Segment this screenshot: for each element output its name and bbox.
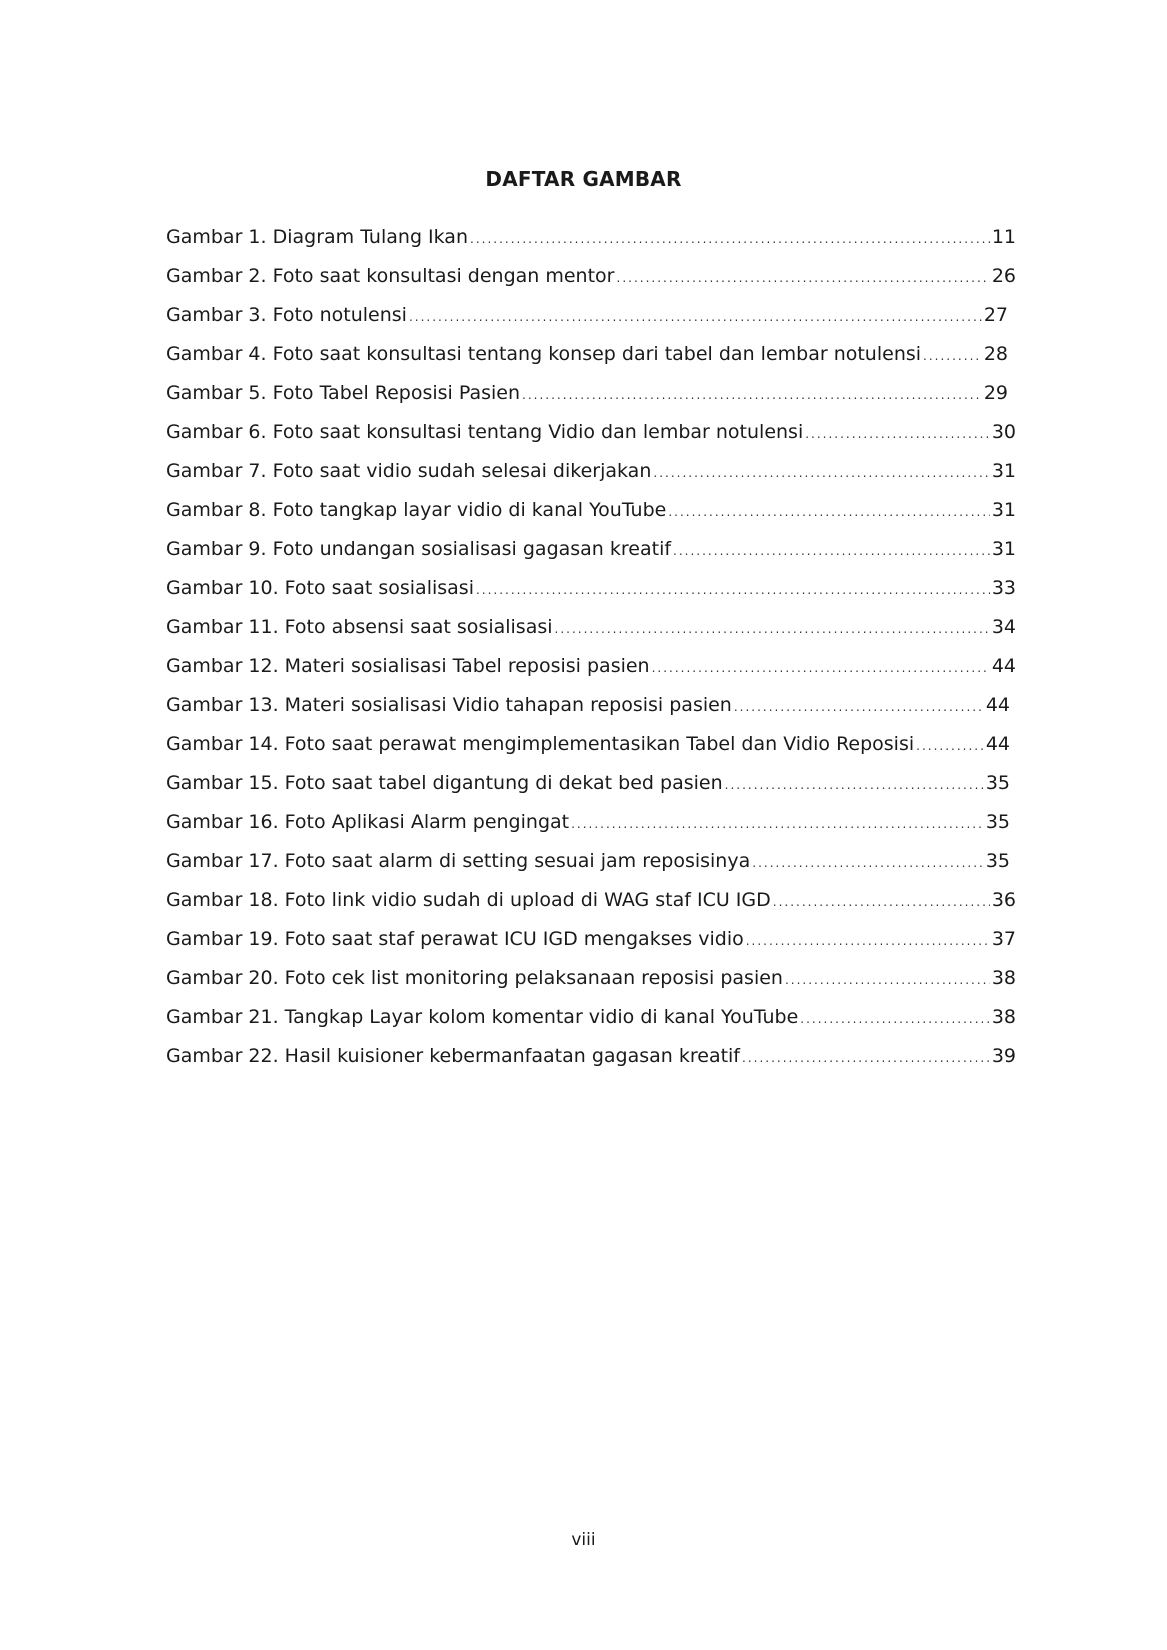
toc-entry-label: Gambar 6. Foto saat konsultasi tentang Vidio dan lembar notulensi [166,421,804,443]
toc-entry-label: Gambar 21. Tangkap Layar kolom komentar vidio di kanal YouTube [166,1006,799,1028]
dot-leader [668,493,989,532]
toc-entry-label: Gambar 22. Hasil kuisioner kebermanfaatan gagasan kreatif [166,1045,740,1067]
dot-leader [785,961,990,1000]
toc-entry-page: 31 [991,538,1016,560]
dot-leader [746,922,990,961]
toc-entry [166,218,1046,257]
toc-entry [166,413,1046,452]
dot-leader [470,220,990,259]
toc-entry-page: 31 [991,460,1016,482]
toc-entry-page: 31 [991,499,1016,521]
toc-entry-page: 44 [991,655,1016,677]
dot-leader [742,1039,990,1078]
table-of-figures [166,218,1046,1076]
dot-leader [673,532,990,571]
toc-entry-label: Gambar 20. Foto cek list monitoring pelaksanaan reposisi pasien [166,967,783,989]
dot-leader [571,805,984,844]
toc-entry-page: 35 [985,811,1010,833]
dot-leader [773,883,990,922]
toc-entry [166,491,1046,530]
toc-entry [166,452,1046,491]
toc-entry-page: 39 [991,1045,1016,1067]
dot-leader [653,454,989,493]
dot-leader [522,376,982,415]
toc-entry-page: 29 [983,382,1008,404]
toc-entry-label: Gambar 9. Foto undangan sosialisasi gagasan kreatif [166,538,672,560]
toc-entry [166,725,1046,764]
toc-entry-label: Gambar 15. Foto saat tabel digantung di dekat bed pasien [166,772,723,794]
toc-entry-page: 35 [985,850,1010,872]
toc-entry-page: 30 [991,421,1016,443]
dot-leader [800,1000,990,1039]
toc-entry-label: Gambar 11. Foto absensi saat sosialisasi [166,616,553,638]
dot-leader [476,571,990,610]
toc-entry-page: 44 [985,733,1010,755]
toc-entry-page: 36 [991,889,1016,911]
toc-entry-page: 33 [991,577,1016,599]
page-title: DAFTAR GAMBAR [485,167,682,191]
toc-entry-label: Gambar 4. Foto saat konsultasi tentang konsep dari tabel dan lembar notulensi [166,343,922,365]
toc-entry [166,920,1046,959]
toc-entry [166,530,1046,569]
toc-entry-label: Gambar 7. Foto saat vidio sudah selesai dikerjakan [166,460,652,482]
dot-leader [805,415,990,454]
toc-entry-page: 26 [991,265,1016,287]
toc-entry [166,686,1046,725]
dot-leader [752,844,984,883]
toc-entry-label: Gambar 17. Foto saat alarm di setting sesuai jam reposisinya [166,850,751,872]
toc-entry-label: Gambar 14. Foto saat perawat mengimplementasikan Tabel dan Vidio Reposisi [166,733,915,755]
toc-entry [166,647,1046,686]
toc-entry-page: 11 [991,226,1016,248]
toc-entry-page: 35 [985,772,1010,794]
toc-entry-page: 28 [983,343,1008,365]
toc-entry-label: Gambar 10. Foto saat sosialisasi [166,577,474,599]
toc-entry-label: Gambar 13. Materi sosialisasi Vidio tahapan reposisi pasien [166,694,732,716]
toc-entry-page: 38 [991,1006,1016,1028]
toc-entry-page: 37 [991,928,1016,950]
toc-entry-label: Gambar 19. Foto saat staf perawat ICU IGD mengakses vidio [166,928,744,950]
toc-entry [166,608,1046,647]
toc-entry [166,959,1046,998]
dot-leader [617,259,990,298]
dot-leader [725,766,984,805]
toc-entry-label: Gambar 3. Foto notulensi [166,304,407,326]
toc-entry [166,296,1046,335]
dot-leader [923,337,982,376]
page-number: viii [571,1530,596,1550]
toc-entry [166,374,1046,413]
toc-entry-page: 44 [985,694,1010,716]
toc-entry [166,998,1046,1037]
toc-entry-label: Gambar 8. Foto tangkap layar vidio di kanal YouTube [166,499,667,521]
toc-entry [166,569,1046,608]
toc-entry-label: Gambar 18. Foto link vidio sudah di upload di WAG staf ICU IGD [166,889,771,911]
toc-entry-label: Gambar 1. Diagram Tulang Ikan [166,226,468,248]
dot-leader [652,649,990,688]
dot-leader [555,610,990,649]
toc-entry-page: 34 [991,616,1016,638]
toc-entry [166,335,1046,374]
dot-leader [409,298,982,337]
toc-entry [166,764,1046,803]
toc-entry-label: Gambar 2. Foto saat konsultasi dengan mentor [166,265,615,287]
toc-entry-label: Gambar 12. Materi sosialisasi Tabel reposisi pasien [166,655,650,677]
toc-entry [166,803,1046,842]
dot-leader [734,688,984,727]
toc-entry-label: Gambar 16. Foto Aplikasi Alarm pengingat [166,811,570,833]
toc-entry-page: 27 [983,304,1008,326]
toc-entry-label: Gambar 5. Foto Tabel Reposisi Pasien [166,382,521,404]
dot-leader [916,727,984,766]
toc-entry-page: 38 [991,967,1016,989]
toc-entry [166,257,1046,296]
toc-entry [166,842,1046,881]
toc-entry [166,881,1046,920]
toc-entry [166,1037,1046,1076]
